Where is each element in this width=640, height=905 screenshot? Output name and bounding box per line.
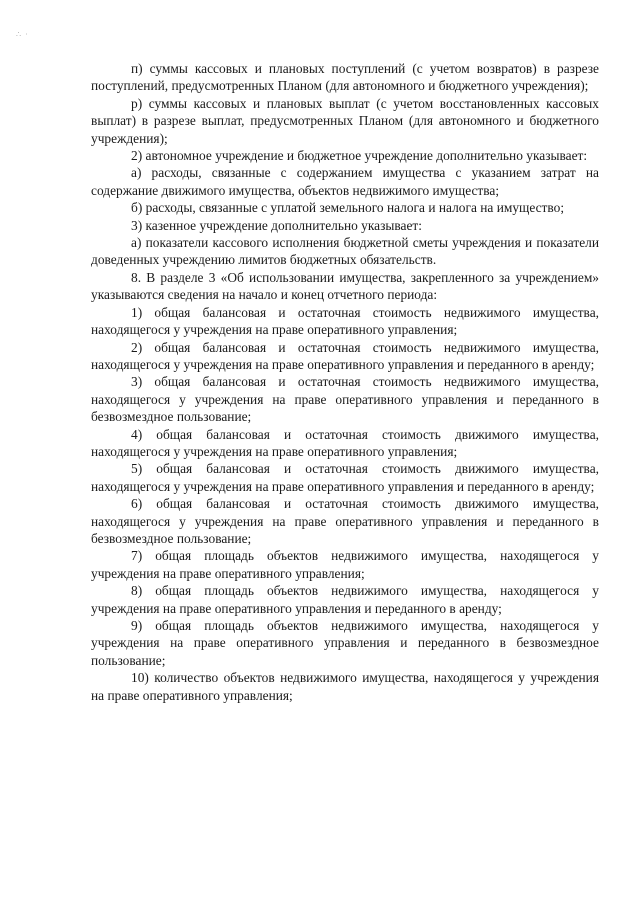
paragraph-item-9: 9) общая площадь объектов недвижимого имущества, находящегося у учреждения на праве оперативного управления и переданного в безвозмездное пользование; [91,618,599,668]
paragraph-item-2: 2) общая балансовая и остаточная стоимость недвижимого имущества, находящегося у учреждения на праве оперативного управления и переданного в аренду; [91,339,599,372]
paragraph-3-state-institution: 3) казенное учреждение дополнительно указывает: [131,217,422,233]
paragraph-item-10: 10) количество объектов недвижимого имущества, находящегося у учреждения на праве оперативного управления; [91,670,599,703]
document-body [91,60,599,704]
paragraph-2-autonomous: 2) автономное учреждение и бюджетное учреждение дополнительно указывает: [131,148,588,164]
paragraph-8-section-3: 8. В разделе 3 «Об использовании имущества, закрепленного за учреждением» указываются сведения на начало и конец отчетного периода: [91,269,599,303]
paragraph-item-1: 1) общая балансовая и остаточная стоимость недвижимого имущества, находящегося у учреждения на праве оперативного управления; [91,304,599,338]
paragraph-r-payments: р) суммы кассовых и плановых выплат (с учетом восстановленных кассовых выплат) в разрезе выплат, предусмотренных Планом (для автономного и бюджетного учреждения); [91,95,599,146]
paragraph-p-receipts: п) суммы кассовых и плановых поступлений (с учетом возвратов) в разрезе поступлений, предусмотренных Планом (для автономного и бюджетного учреждения); [91,61,599,94]
paragraph-2a-property-expenses: а) расходы, связанные с содержанием имущества с указанием затрат на содержание движимого имущества, объектов недвижимого имущества; [91,165,599,198]
paragraph-item-5: 5) общая балансовая и остаточная стоимость движимого имущества, находящегося у учреждения на праве оперативного управления и переданного в аренду; [91,461,599,494]
paragraph-item-4: 4) общая балансовая и остаточная стоимость движимого имущества, находящегося у учреждения на праве оперативного управления; [91,426,599,459]
paragraph-2b-tax-expenses: б) расходы, связанные с уплатой земельного налога и налога на имущество; [131,200,565,216]
paragraph-item-7: 7) общая площадь объектов недвижимого имущества, находящегося у учреждения на праве оперативного управления; [91,548,599,581]
paragraph-item-6: 6) общая балансовая и остаточная стоимость движимого имущества, находящегося у учреждения на праве оперативного управления и переданного в безвозмездное пользование; [91,496,599,546]
paragraph-item-3: 3) общая балансовая и остаточная стоимость недвижимого имущества, находящегося у учреждения на праве оперативного управления и переданного в безвозмездное пользование; [91,374,599,425]
paragraph-3a-budget-execution: а) показатели кассового исполнения бюджетной сметы учреждения и показатели доведенных учреждению лимитов бюджетных обязательств. [91,235,599,268]
scan-mark: ∴ · [16,30,29,39]
paragraph-item-8: 8) общая площадь объектов недвижимого имущества, находящегося у учреждения на праве оперативного управления и переданного в аренду; [91,583,599,616]
